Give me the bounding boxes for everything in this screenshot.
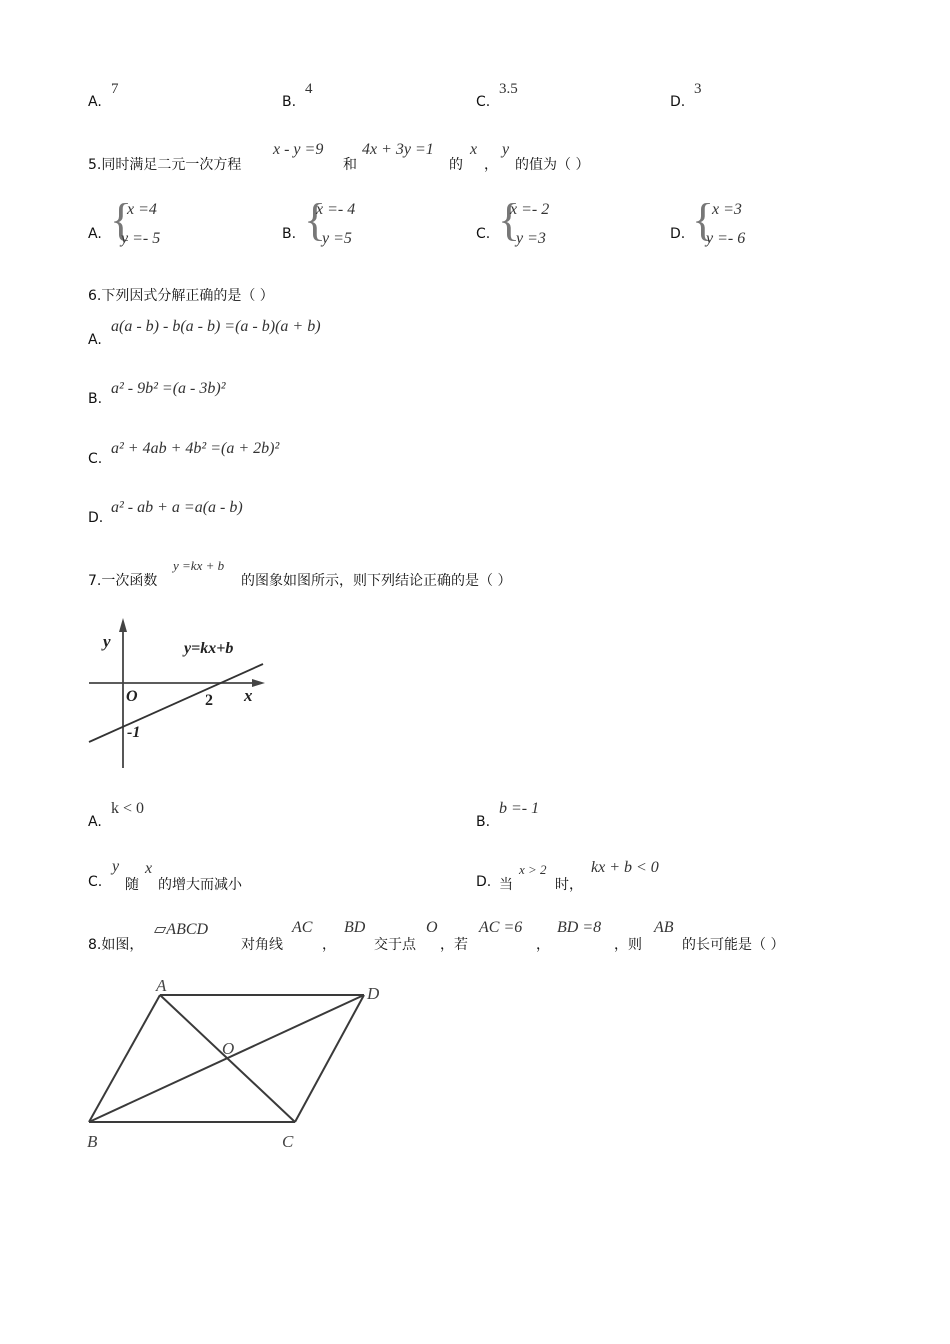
q5-option-c-brace: {: [498, 194, 521, 245]
q5-option-d-y: y =- 6: [706, 230, 746, 247]
q8-bd-value: BD =8: [557, 919, 602, 936]
q7-function: y =kx + b: [173, 558, 225, 573]
q4-option-c-label: C.: [476, 94, 491, 110]
q6-option-d-expr: a² - ab + a =a(a - b): [111, 499, 243, 516]
q7-option-a-expr: k < 0: [111, 800, 145, 817]
q4-option-b-value: 4: [305, 81, 313, 97]
q5-option-b-x: x =- 4: [316, 201, 356, 218]
q7-option-b-expr: b =- 1: [499, 800, 540, 817]
q5-equation-1: x - y =9: [273, 141, 324, 158]
q5-option-b-y: y =5: [322, 230, 352, 247]
q8-side-ba: [89, 995, 160, 1122]
q8-diagonal-bd: [89, 995, 364, 1122]
q5-option-a-brace: {: [110, 194, 133, 245]
q7-y-arrow: [119, 618, 127, 632]
q7-graph: [80, 612, 280, 774]
q8-ab: AB: [654, 919, 674, 936]
q5-option-d-x: x =3: [712, 201, 742, 218]
q7-option-b-label: B.: [476, 814, 491, 830]
q4-option-a-value: 7: [111, 81, 119, 97]
q8-ac-value: AC =6: [479, 919, 523, 936]
q5-option-c-x: x =- 2: [510, 201, 550, 218]
q6-option-c-expr: a² + 4ab + 4b² =(a + 2b)²: [111, 440, 280, 457]
q7-x-intercept-label: 2: [205, 692, 213, 709]
q5-option-a-label: A.: [88, 226, 102, 242]
q4-option-a-label: A.: [88, 94, 102, 110]
q7-option-c-y: y: [112, 858, 120, 875]
q8-bd: BD: [344, 919, 366, 936]
q8-diagonal: 对角线: [241, 937, 283, 953]
q5-var-y: y: [502, 141, 510, 158]
q7-x-arrow: [252, 679, 265, 687]
q8-parallelogram: ▱ABCD: [154, 921, 209, 938]
q8-vertex-d: D: [367, 984, 380, 1003]
q8-figure: [80, 970, 400, 1155]
q7-option-c-label: C.: [88, 874, 103, 890]
q5-option-b-label: B.: [282, 226, 297, 242]
q4-option-c-value: 3.5: [499, 81, 518, 97]
q7-option-c-x: x: [145, 860, 153, 877]
q7-y-intercept-label: -1: [127, 724, 141, 741]
q8-point-o: O: [426, 919, 438, 936]
q6-stem: 6.下列因式分解正确的是（ ）: [88, 288, 274, 304]
q4-option-d-value: 3: [694, 81, 702, 97]
q5-and: 和: [343, 157, 357, 173]
q5-option-d-label: D.: [670, 226, 686, 242]
q8-comma-2: ，: [536, 937, 550, 953]
q7-x-axis-label: x: [244, 686, 253, 705]
q6-option-b-label: B.: [88, 391, 103, 407]
q7-option-a-label: A.: [88, 814, 102, 830]
q7-option-d-mid: 时，: [555, 877, 583, 893]
q5-prefix: 5.同时满足二元一次方程: [88, 157, 242, 173]
q8-if: ，若: [440, 937, 468, 953]
q8-vertex-c: C: [282, 1132, 294, 1151]
q7-function-line: [89, 664, 263, 742]
q8-ac: AC: [292, 919, 313, 936]
q5-option-a-x: x =4: [127, 201, 157, 218]
q8-side-dc: [295, 995, 364, 1122]
q7-option-d-cond: x > 2: [519, 862, 547, 877]
q7-suffix: 的图象如图所示，则下列结论正确的是（ ）: [241, 573, 512, 589]
q6-option-a-label: A.: [88, 332, 102, 348]
q5-option-a-y: y =- 5: [121, 230, 161, 247]
q6-option-c-label: C.: [88, 451, 103, 467]
q5-equation-2: 4x + 3y =1: [362, 141, 434, 158]
q5-option-b-brace: {: [304, 194, 327, 245]
q8-suffix: 的长可能是（ ）: [682, 937, 785, 953]
q6-option-b-expr: a² - 9b² =(a - 3b)²: [111, 380, 226, 397]
q7-option-d-pre: 当: [499, 877, 513, 893]
q7-prefix: 7.一次函数: [88, 573, 158, 589]
q7-option-c-text: 的增大而减小: [158, 877, 242, 893]
q4-option-b-label: B.: [282, 94, 297, 110]
q7-line-label: y=kx+b: [184, 640, 234, 657]
q5-suffix: 的值为（ ）: [515, 157, 590, 173]
q5-option-c-label: C.: [476, 226, 491, 242]
q5-option-d-brace: {: [692, 194, 715, 245]
q5-comma: ，: [484, 157, 498, 173]
q6-option-d-label: D.: [88, 510, 104, 526]
q7-y-axis-label: y: [103, 632, 111, 651]
q8-vertex-b: B: [87, 1132, 98, 1151]
q8-vertex-a: A: [156, 976, 167, 995]
q5-var-x: x: [470, 141, 478, 158]
q7-option-d-expr: kx + b < 0: [591, 859, 659, 876]
q7-origin-label: O: [126, 688, 138, 705]
q8-then: ，则: [614, 937, 642, 953]
q4-option-d-label: D.: [670, 94, 686, 110]
q8-meet: 交于点: [374, 937, 416, 953]
q5-of: 的: [449, 157, 463, 173]
q7-option-d-label: D.: [476, 874, 492, 890]
q6-option-a-expr: a(a - b) - b(a - b) =(a - b)(a + b): [111, 318, 321, 335]
q8-comma-1: ，: [322, 937, 336, 953]
q8-prefix: 8.如图，: [88, 937, 144, 953]
q5-option-c-y: y =3: [516, 230, 546, 247]
q8-center-o: O: [222, 1039, 235, 1058]
q7-option-c-mid: 随: [125, 877, 139, 893]
